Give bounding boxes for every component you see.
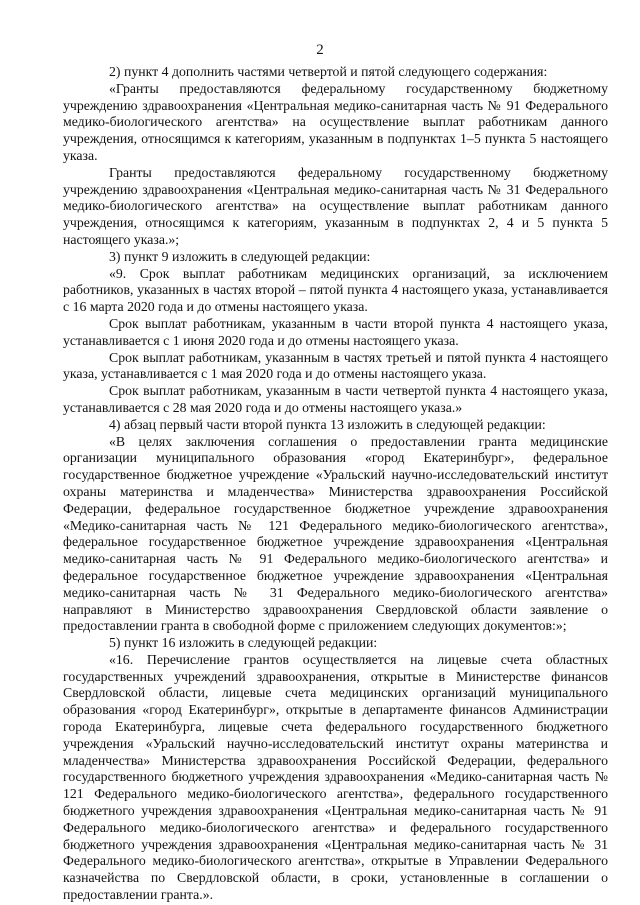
paragraph: Срок выплат работникам, указанным в частях третьей и пятой пункта 4 настоящего указа, устанавливается с 1 мая 2020 года и до отмены настоящего указа. xyxy=(63,349,608,382)
paragraph: 3) пункт 9 изложить в следующей редакции: xyxy=(109,248,371,264)
paragraph: «9. Срок выплат работникам медицинских организаций, за исключением работников, указанных в частях второй – пятой пункта 4 настоящего указа, устанавливается с 16 марта 2020 года и до отмены настоящего указа. xyxy=(63,265,608,315)
paragraph: «Гранты предоставляются федеральному государственному бюджетному учреждению здравоохранения «Центральная медико-санитарная часть № 91 Федерального медико-биологического агентства» на осуществление выплат работникам данного учреждения, относящимся к категориям, указанным в подпунктах 1–5 пункта 5 настоящего указа. xyxy=(63,80,608,163)
paragraph: Гранты предоставляются федеральному государственному бюджетному учреждению здравоохранения «Центральная медико-санитарная часть № 31 Федерального медико-биологического агентства» на осуществление выплат работникам данного учреждения, относящимся к категориям, указанным в подпунктах 2, 4 и 5 пункта 5 настоящего указа.»; xyxy=(63,164,608,247)
paragraph: 5) пункт 16 изложить в следующей редакции: xyxy=(109,635,378,651)
paragraph: «В целях заключения соглашения о предоставлении гранта медицинские организации муниципального образования «город Екатеринбург», федеральное государственное бюджетное учреждение «Уральский научно-исследовательский институт охраны материнства и младенчества» Министерства здравоохранения Российской Федерации, федеральное государственное бюджетное учреждение здравоохранения «Медико-санитарная часть № 121 Федерального медико-биологического агентства», федеральное государственное бюджетное учреждение здравоохранения «Центральная медико-санитарная часть № 91 Федерального медико-биологического агентства» и федеральное государственное бюджетное учреждение здравоохранения «Центральная медико-санитарная часть № 31 Федерального медико-биологического агентства» направляют в Министерство здравоохранения Свердловской области заявление о предоставлении гранта в свободной форме с приложением следующих документов:»; xyxy=(63,433,608,634)
paragraph: 4) абзац первый части второй пункта 13 изложить в следующей редакции: xyxy=(109,416,546,432)
paragraph: «16. Перечисление грантов осуществляется на лицевые счета областных государственных учреждений здравоохранения, открытые в Министерстве финансов Свердловской области, лицевые счета медицинских организаций муниципального образования «город Екатеринбург», открытые в департаменте финансов Администрации города Екатеринбурга, лицевые счета федерального государственного бюджетного учреждения «Уральский научно-исследовательский институт охраны материнства и младенчества» Министерства здравоохранения Российской Федерации, федерального государственного бюджетного учреждения здравоохранения «Медико-санитарная часть № 121 Федерального медико-биологического агентства», федерального государственного бюджетного учреждения здравоохранения «Центральная медико-санитарная часть № 91 Федерального медико-биологического агентства» и федерального государственного бюджетного учреждения здравоохранения «Центральная медико-санитарная часть № 31 Федерального медико-биологического агентства», открытые в Управлении Федерального казначейства по Свердловской области, в сроки, установленные в соглашении о предоставлении гранта.». xyxy=(63,651,608,903)
document-body xyxy=(63,64,608,904)
paragraph: Срок выплат работникам, указанным в части четвертой пункта 4 настоящего указа, устанавливается с 28 мая 2020 года и до отмены настоящего указа.» xyxy=(63,383,608,415)
paragraph: Срок выплат работникам, указанным в части второй пункта 4 настоящего указа, устанавливается с 1 июня 2020 года и до отмены настоящего указа. xyxy=(63,315,608,348)
paragraph: 2) пункт 4 дополнить частями четвертой и пятой следующего содержания: xyxy=(109,64,548,79)
page-number: 2 xyxy=(316,42,324,58)
